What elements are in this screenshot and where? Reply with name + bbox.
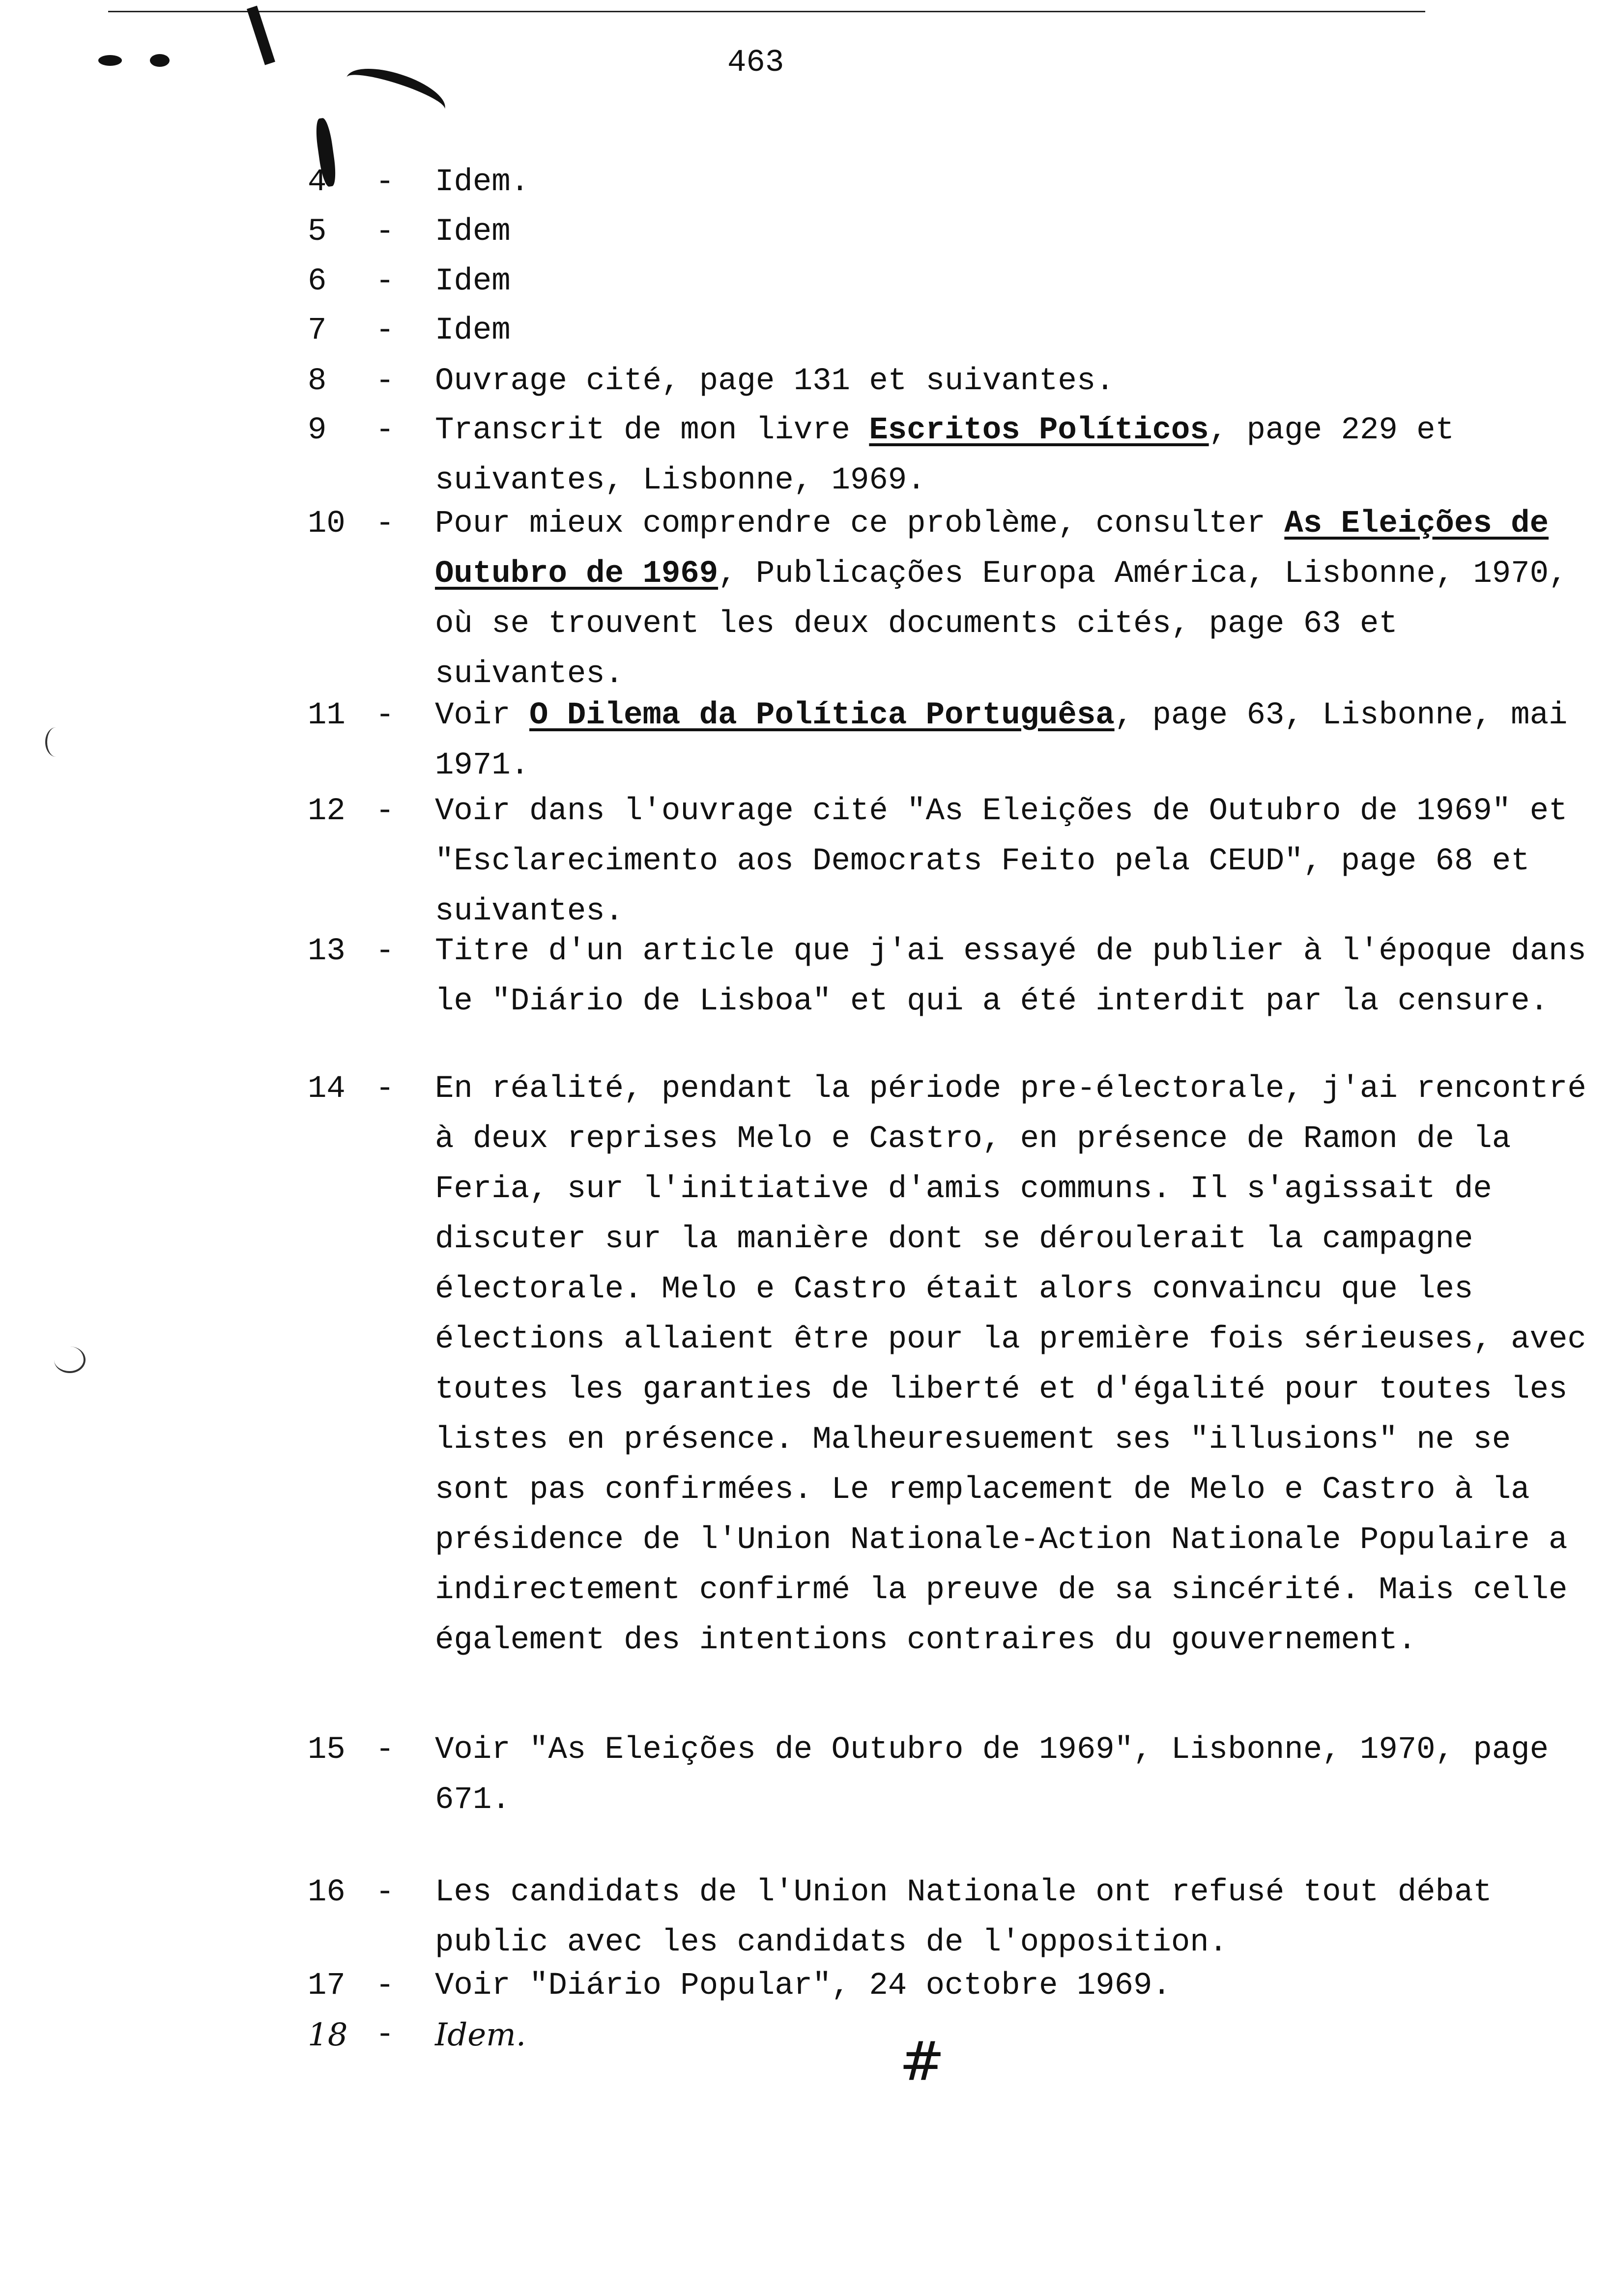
footnote-text [435,157,1602,207]
page-number: 463 [727,45,784,81]
footnote-segment: Idem [435,313,511,348]
footnote-segment: Pour mieux comprendre ce problème, consulter [435,506,1285,542]
footnote-number: 6 [308,264,327,299]
pen-stroke-curl [341,59,451,128]
footnote-13 [308,926,1602,1027]
footnote-dash: - [375,1968,395,2004]
footnote-dash: - [375,934,395,969]
footnote-17 [308,1961,1602,2011]
footnote-number: 11 [308,698,345,733]
footnote-text [435,2010,1602,2060]
footnote-dash: - [375,1732,395,1768]
footnote-text [435,690,1602,791]
footnote-8 [308,356,1602,406]
footnote-number: 15 [308,1732,345,1768]
ink-smudge-topleft-2 [150,54,170,67]
footnote-dash: - [375,698,395,733]
footnote-15 [308,1725,1602,1825]
footnote-text [435,1725,1602,1825]
footnote-dash: - [375,794,395,829]
footnote-5 [308,207,1602,257]
top-rule [108,11,1425,12]
footnote-number: 18 [308,2017,348,2053]
footnote-text [435,1867,1602,1968]
footnote-9 [308,405,1602,506]
ink-smudge-topleft [98,55,122,66]
footnote-segment: Transcrit de mon livre [435,413,869,448]
footnote-4 [308,157,1602,207]
footnote-segment: Voir "Diário Popular", 24 octobre 1969. [435,1968,1171,2004]
footnote-text [435,405,1602,506]
footnote-segment: Voir "As Eleições de Outubro de 1969", Lisbonne, 1970, page 671. [435,1732,1549,1818]
footnote-segment: , Publicações Europa América, Lisbonne, 1970, où se trouvent les deux documents cités, page 63 et suivantes. [435,556,1568,692]
footnote-text [435,926,1602,1027]
footnote-segment: Les candidats de l'Union Nationale ont refusé tout débat public avec les candidats de l'opposition. [435,1875,1492,1960]
footnote-number: 8 [308,364,327,399]
footnote-number: 16 [308,1875,345,1910]
footnote-number: 4 [308,165,327,200]
footnote-11 [308,690,1602,791]
footnote-dash: - [375,264,395,299]
margin-mark-left-2 [54,1347,86,1373]
footnote-number: 17 [308,1968,345,2004]
footnote-18 [308,2010,1602,2060]
footnote-number: 12 [308,794,345,829]
footnote-segment: En réalité, pendant la période pre-électorale, j'ai rencontré à deux reprises Melo e Castro, en présence de Ramon de la Feria, sur l'initiative d'amis communs. Il s'agissait de discuter sur la manière dont se déroulerait la campagne électorale. Melo e Castro était alors convaincu que les élections allaient être pour la première fois sérieuses, avec toutes les garanties de liberté et d'égalité pour toutes les listes en présence. Malheuresuement ses "illusions" ne se sont pas confirmées. Le remplacement de Melo e Castro à la présidence de l'Union Nationale-Action Nationale Populaire a indirectement confirmé la preuve de sa sincérité. Mais celle également des intentions contraires du gouvernement. [435,1071,1586,1658]
footnote-14 [308,1064,1602,1665]
footnote-text [435,1961,1602,2011]
end-mark: # [899,2030,945,2093]
footnote-number: 13 [308,934,345,969]
footnote-dash: - [375,506,395,542]
footnote-7 [308,306,1602,356]
footnote-segment: Idem [435,264,511,299]
footnote-number: 7 [308,313,327,348]
footnote-number: 9 [308,413,327,448]
footnote-dash: - [375,1071,395,1107]
footnote-segment: Voir [435,698,530,733]
footnote-segment: Idem [435,214,511,250]
footnote-text [435,1064,1602,1665]
footnote-text [435,207,1602,257]
footnote-segment: Voir dans l'ouvrage cité "As Eleições de Outubro de 1969" et "Esclarecimento aos Democrats Feito pela CEUD", page 68 et suivantes. [435,794,1568,929]
footnote-dash: - [375,165,395,200]
footnote-number: 14 [308,1071,345,1107]
footnote-text [435,356,1602,406]
footnote-dash: - [375,313,395,348]
footnote-16 [308,1867,1602,1968]
footnote-12 [308,786,1602,937]
footnote-segment: Ouvrage cité, page 131 et suivantes. [435,364,1115,399]
footnote-segment: Idem. [435,2017,526,2053]
footnote-segment: Titre d'un article que j'ai essayé de publier à l'époque dans le "Diário de Lisboa" et qui a été interdit par la censure. [435,934,1586,1019]
footnote-text [435,257,1602,307]
footnote-segment: , page 229 et suivantes, Lisbonne, 1969. [435,413,1454,498]
footnote-dash: - [375,214,395,250]
footnote-dash: - [375,1875,395,1910]
footnote-dash: - [375,2017,395,2053]
footnote-number: 10 [308,506,345,542]
footnote-number: 5 [308,214,327,250]
cited-title: O Dilema da Política Portuguêsa [529,698,1115,733]
footnote-text [435,786,1602,937]
cited-title: Escritos Políticos [869,413,1209,448]
footnote-dash: - [375,413,395,448]
footnote-segment: Idem. [435,165,530,200]
footnote-6 [308,257,1602,307]
footnote-10 [308,499,1602,699]
cited-title: As Eleições de Outubro de 1969 [435,506,1549,592]
footnote-text [435,306,1602,356]
footnote-segment: , page 63, Lisbonne, mai 1971. [435,698,1568,783]
margin-mark-left [45,727,67,757]
footnote-dash: - [375,364,395,399]
footnote-text [435,499,1602,699]
pen-stroke-top [247,6,275,65]
